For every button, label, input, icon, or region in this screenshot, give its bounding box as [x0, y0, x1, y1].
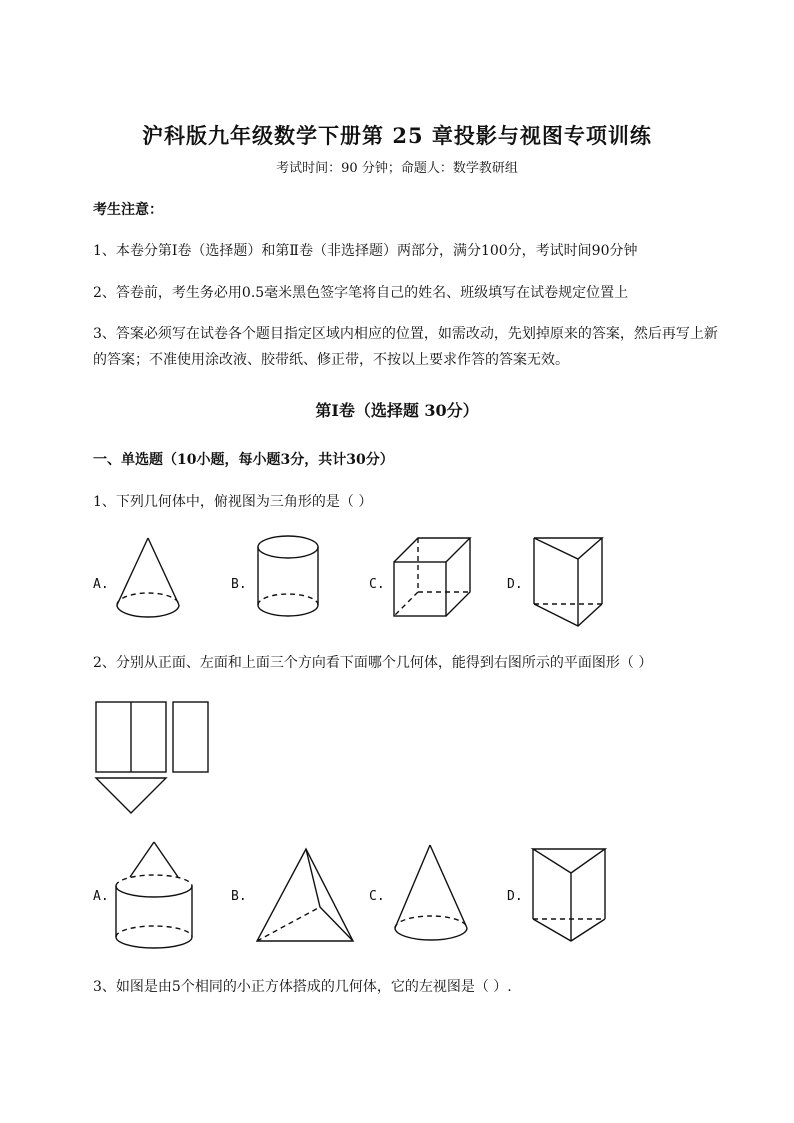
q1-option-b-label: B. [231, 577, 247, 592]
q2-option-c-label: C. [369, 889, 385, 904]
question-1-text: 1、下列几何体中，俯视图为三角形的是（ ） [93, 494, 373, 510]
question-2-text: 2、分别从正面、左面和上面三个方向看下面哪个几何体，能得到右图所示的平面图形（ ） [93, 655, 653, 671]
page-title: 沪科版九年级数学下册第 25 章投影与视图专项训练 [142, 123, 652, 148]
q2-option-d-triangular-prism [530, 845, 610, 945]
q2-option-c-cone [392, 842, 472, 946]
part-heading: 一、单选题（10小题，每小题3分，共计30分） [93, 452, 394, 468]
q2-option-b-triangular-pyramid [254, 845, 358, 945]
q2-three-views-figure [93, 700, 213, 818]
q2-option-d-label: D. [507, 889, 523, 904]
q1-option-c-label: C. [369, 577, 385, 592]
q1-option-b-cylinder [252, 533, 324, 635]
q1-option-c-cube [390, 534, 474, 624]
notice-item-2: 2、答卷前，考生务必用0.5毫米黑色签字笔将自己的姓名、班级填写在试卷规定位置上 [93, 285, 629, 301]
notice-item-1: 1、本卷分第I卷（选择题）和第Ⅱ卷（非选择题）两部分，满分100分，考试时间90分钟 [93, 243, 638, 259]
notice-item-3: 3、答案必须写在试卷各个题目指定区域内相应的位置，如需改动，先划掉原来的答案，然后再写上新 [93, 326, 718, 342]
q1-option-a-label: A. [93, 577, 109, 592]
q1-option-d-label: D. [507, 577, 523, 592]
notice-item-3-cont: 的答案；不准使用涂改液、胶带纸、修正带，不按以上要求作答的答案无效。 [93, 352, 569, 368]
notice-heading: 考生注意： [93, 202, 163, 218]
q2-option-b-label: B. [231, 889, 247, 904]
q1-option-a-cone [112, 535, 184, 635]
q1-option-d-triangular-prism [530, 534, 608, 630]
q2-option-a-label: A. [93, 889, 109, 904]
section-title: 第I卷（选择题 30分） [315, 401, 479, 420]
q2-option-a-cone-on-cylinder [112, 839, 196, 954]
exam-info: 考试时间：90 分钟；命题人：数学教研组 [276, 161, 518, 176]
question-3-text: 3、如图是由5个相同的小正方体搭成的几何体，它的左视图是（ ）. [93, 979, 512, 995]
